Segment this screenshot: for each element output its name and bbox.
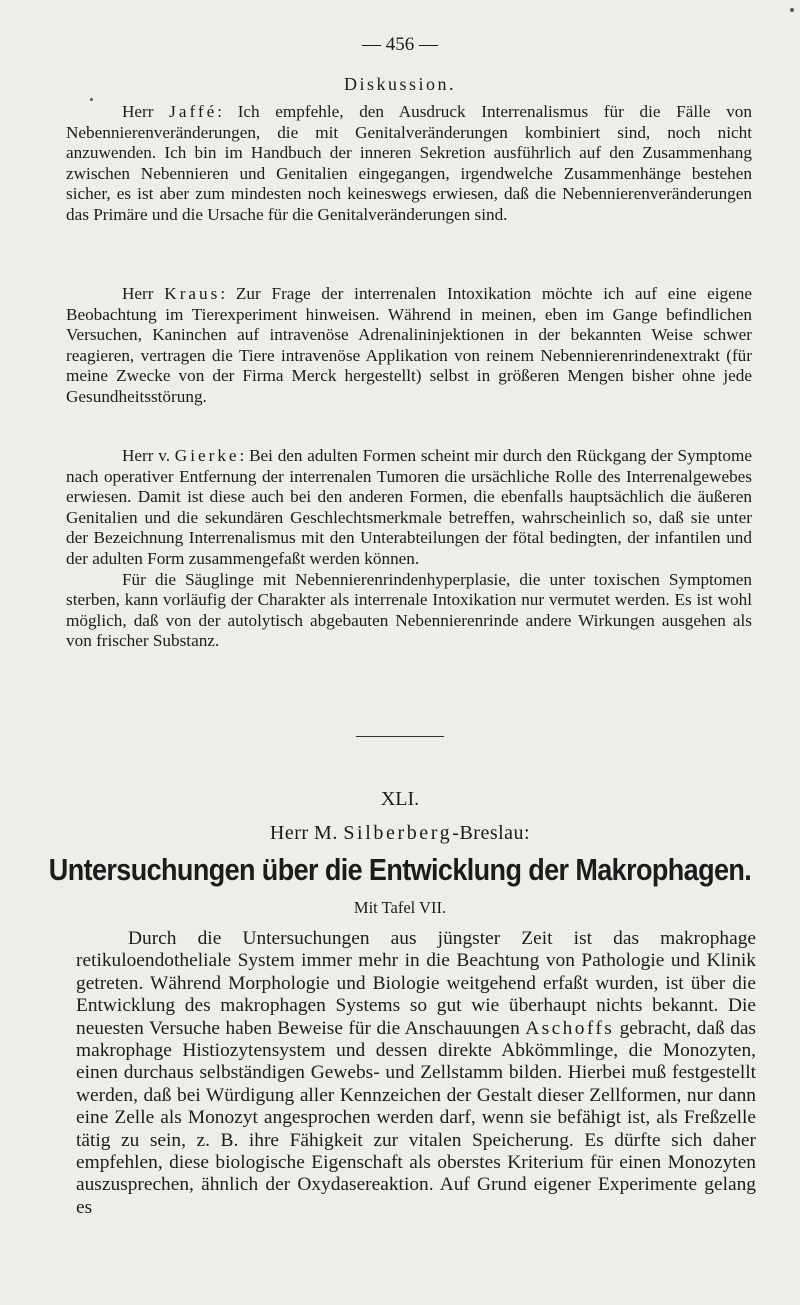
plate-reference: Mit Tafel VII.: [353, 898, 447, 917]
article-author: [0, 822, 800, 845]
paragraph-text: : Ich empfehle, den Ausdruck Interrenalismus für die Fälle von Nebennierenveränderungen, die mit Genitalveränderungen kombiniert sind, noch nicht anzuwenden. Ich bin im Handbuch der inneren Sekretion ausführlich auf den Zusammenhang zwischen Nebennieren und Genitalien eingegangen, irgendwelche Zusammenhänge bestehen sicher, es ist aber zum mindesten noch keineswegs erwiesen, daß die Nebennierenveränderungen das Primäre und die Ursache für die Genitalveränderungen sind.: [66, 102, 752, 224]
speaker-name: Kraus: [164, 284, 221, 303]
speaker-name: Jaffé: [169, 102, 218, 121]
author-suffix: -Breslau:: [452, 822, 531, 844]
speaker-prefix: Herr: [122, 102, 170, 121]
speaker-prefix: Herr: [122, 284, 165, 303]
paragraph-text: : Bei den adulten Formen scheint mir durch den Rückgang der Symptome nach operativer Entfernung der interrenalen Tumoren die ursächliche Rolle des Interrenalgewebes erwiesen. Damit ist diese auch bei den anderen Formen, die ebenfalls hauptsächlich die äußeren Genitalien und die sekundären Geschlechtsmerkmale betreffen, wahrscheinlich so, daß sie unter der Bezeichnung Interrenalismus mit den Unterabteilungen der fötal bedingten, der infantilen und der adulten Form zusammengefaßt werden können.: [66, 446, 752, 568]
article-title: Untersuchungen über die Entwicklung der Makrophagen.: [48, 853, 752, 887]
paragraph-text-continued: Für die Säuglinge mit Nebennierenrindenhyperplasie, die unter toxischen Symptomen sterben, kann vorläufig der Charakter als interrenale Intoxikation nur vermutet werden. Es ist wohl möglich, daß von der autolytisch abgebauten Nebennierenrinde andere Wirkungen ausgehen als von frischer Substanz.: [66, 569, 752, 651]
section-divider: [356, 736, 444, 737]
cited-name: Aschoffs: [525, 1017, 615, 1039]
discussion-paragraph-kraus: [66, 284, 752, 408]
author-prefix: Herr M.: [269, 822, 344, 844]
print-speck: [90, 98, 93, 101]
article-body: [76, 928, 756, 1219]
body-text: Durch die Untersuchungen aus jüngster Zeit ist das makrophage retikuloendotheliale System immer mehr in die Beachtung von Pathologie und Klinik getreten. Während Morphologie und Biologie weitgehend erfaßt wurden, ist über die Entwicklung des makrophagen Systems so gut wie überhaupt nichts bekannt. Die neuesten Versuche haben Beweise für die Anschauungen: [76, 928, 756, 1039]
speaker-name: Gierke: [174, 446, 240, 465]
print-speck: [790, 8, 794, 12]
author-name: Silberberg: [343, 822, 453, 844]
page-number: — 456 —: [362, 34, 438, 55]
section-heading: Diskussion.: [343, 74, 456, 94]
discussion-paragraph-gierke: [66, 446, 752, 652]
article-number: XLI.: [380, 788, 420, 810]
paragraph-text: : Zur Frage der interrenalen Intoxikation möchte ich auf eine eigene Beobachtung im Tierexperiment hinweisen. Während in meinen, eben im Gange befindlichen Versuchen, Kaninchen auf intravenöse Adrenalininjektionen in der bekannten Weise schwer reagieren, vertragen die Tiere intravenöse Applikation von reinem Nebennierenrindenextrakt (für meine Zwecke von der Firma Merck hergestellt) selbst in größeren Mengen bisher ohne jede Gesundheitsstörung.: [66, 284, 752, 406]
body-text: gebracht, daß das makrophage Histiozytensystem und dessen direkte Abkömmlinge, die Monozyten, einen durchaus selbständigen Gewebs- und Zellstamm bilden. Hierbei muß festgestellt werden, daß bei Würdigung aller Kennzeichen der Gestalt dieser Zellformen, nur dann eine Zelle als Monozyt angesprochen werden darf, wenn sie befähigt ist, als Freßzelle tätig zu sein, z. B. ihre Fähigkeit zur vitalen Speicherung. Es dürfte sich daher empfehlen, diese biologische Eigenschaft als oberstes Kriterium für einen Monozyten auszusprechen, ähnlich der Oxydasereaktion. Auf Grund eigener Experimente gelang es: [76, 1017, 756, 1218]
speaker-prefix: Herr v.: [122, 446, 175, 465]
discussion-paragraph-jaffe: [66, 102, 752, 226]
